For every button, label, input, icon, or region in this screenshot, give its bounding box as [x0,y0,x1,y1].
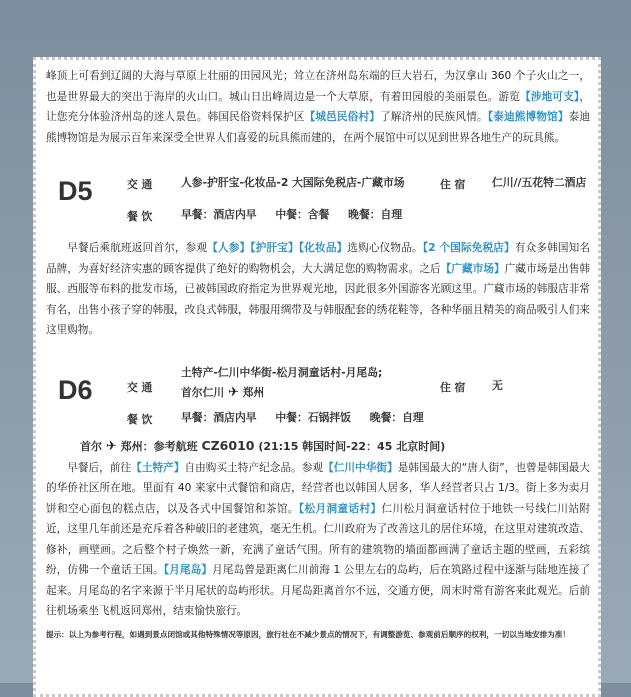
d6-description: 早餐后，前往【土特产】自由购买土特产纪念品。参观【仁川中华街】是韩国最大的“唐人街”，也曾是韩国最大的华侨社区所在地。里面有 40 来家中式餐馆和商店，经营者也以韩国人居多，华人经营者只占 1/3。街上多为卖月饼和空心面包的糕点店，以及各式中国餐馆和茶馆。【松月洞童话村】仁川松月洞童话村位于地铁一号线仁川站附近，这里几年前还是充斥着各种破旧的老建筑，毫无生机。仁川政府为了改善这儿的居住环境，在这里对建筑改造、修补，画壁画。之后整个村子焕然一新，充满了童话气围。所有的建筑物的墙面都画满了童话主题的壁画，五彩缤纷，仿佛一个童话王国。【月尾岛】月尾岛曾是距离仁川前海 1 公里左右的岛屿，后在筑路过程中逐渐与陆地连接了起来。月尾岛的名字来源于半月尾状的岛屿形状。月尾岛距离首尔不远，交通方便，周末时常有游客来此观光。后前往机场乘坐飞机返回郑州，结束愉快旅行。 [46,461,591,617]
highlight: 【广藏市场】 [440,262,505,275]
stay-value: 仁川//五花特二酒店 [492,176,587,189]
itinerary-note: 提示：以上为参考行程，如遇到景点闭馆或其他特殊情况等原因，旅行社在不减少景点的情况下，有调整游览、参观前后顺序的权利，一切以当地安排为准！ [46,629,570,639]
highlight: 【月尾岛】 [163,564,213,576]
day-number: D5 [58,176,93,206]
meals-value: 早餐：酒店内早 中餐：石锅拌饭 晚餐：自理 [181,410,424,424]
stay-label: 住 宿 [440,178,466,191]
highlight: 【2 个国际免税店】 [422,242,515,254]
highlight: 【泰迪熊博物馆】 [487,111,569,123]
meals-value: 早餐：酒店内早 中餐：含餐 晚餐：自理 [181,208,403,221]
meals-label: 餐 饮 [127,412,153,426]
highlight: 【松月洞童话村】 [298,502,382,515]
highlight: 【人参】 [207,242,251,254]
traffic-value: 人参-护肝宝-化妆品-2 大国际免税店-广藏市场 [181,176,405,189]
airplane-icon: ✈ [227,384,239,400]
d4-description: 峰顶上可看到辽阔的大海与草原上壮丽的田园风光；耸立在济州岛东端的巨大岩石，为汉拿山 360 个子火山之一，也是世界最大的突出于海岸的火山口。城山日出峰周边是一个大草原，有着田园般的美丽景色。游览【涉地可支】，让您充分体验济州岛的迷人景色。韩国民俗资料保护区【城邑民俗村】了解济州的民族风情。【泰迪熊博物馆】泰迪熊博物馆是为展示百年来深受全世界人们喜爱的玩具熊而建的，在两个展馆中可以见到世界各地生产的玩具熊。 [46,70,591,144]
itinerary-page [33,57,601,697]
highlight: 【涉地可支】 [520,90,580,103]
meals-label: 餐 饮 [127,210,153,223]
traffic-label: 交 通 [127,380,153,394]
day6-header [46,361,590,435]
stay-value: 无 [492,378,503,392]
highlight: 【仁川中华街】 [323,461,398,474]
highlight: 【城邑民俗村】 [304,111,380,123]
traffic-label: 交 通 [127,178,153,191]
d5-description: 早餐后乘航班返回首尔，参观【人参】【护肝宝】【化妆品】选购心仪物品。【2 个国际免税店】有众多韩国知名品牌，为喜好经济实惠的顾客提供了绝好的购物机会，大大满足您的购物需求。之后【广藏市场】广藏市场是出售韩服、西服等布料的批发市场，已被韩国政府指定为世界观光地，因此很多外国游客光顾这里。广藏市场的韩服店非常有名，出售小孩子穿的韩服，改良式韩服，韩服用绸带及与韩服配套的绣花鞋等，各种华丽且精美的商品吸引人们来这里购物。 [46,242,591,336]
stay-label: 住 宿 [440,380,466,394]
highlight: 【化妆品】 [298,242,348,254]
flight-info: 首尔 ✈ 郑州：参考航班 CZ6010 (21:15 韩国时间-22：45 北京时间) [80,437,446,454]
highlight: 【土特产】 [131,461,185,474]
day5-header [46,166,590,236]
day-number: D6 [58,374,93,405]
highlight: 【护肝宝】 [250,242,299,254]
traffic-value: 土特产-仁川中华街-松月洞童话村-月尾岛; 首尔仁川 ✈ 郑州 [181,365,383,400]
flight-code: CZ6010 [201,437,255,453]
airplane-icon: ✈ [105,438,117,454]
